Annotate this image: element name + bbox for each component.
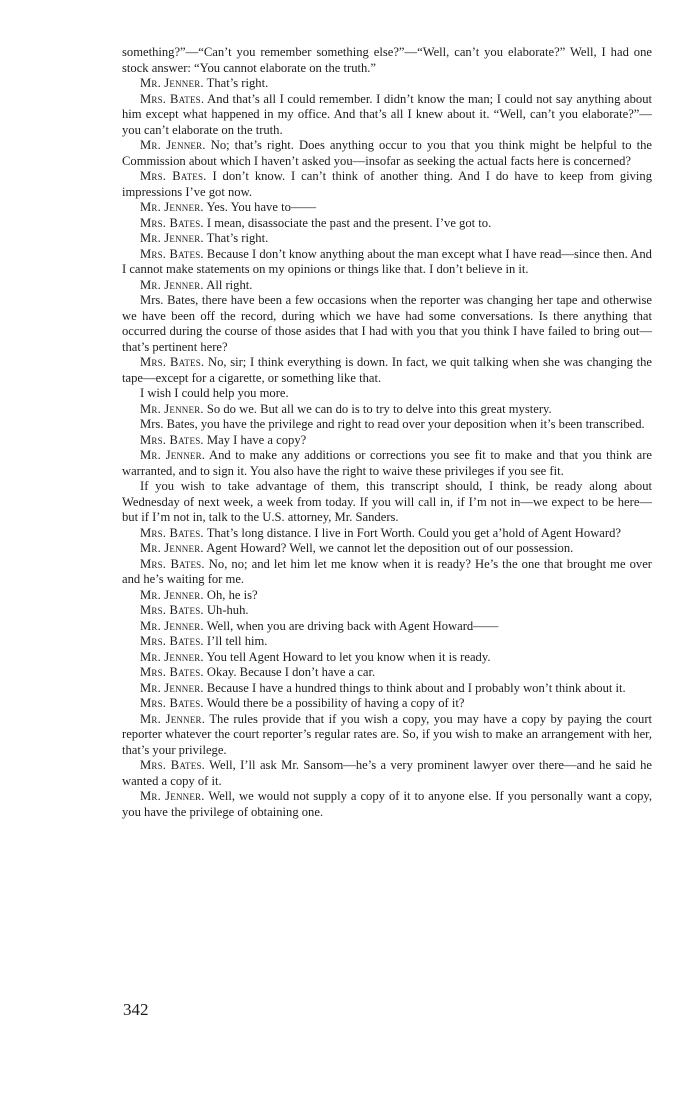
transcript-paragraph <box>122 681 652 697</box>
speaker-label: Mr. Jenner. <box>140 789 205 803</box>
paragraph-text: Mrs. Bates, there have been a few occasions when the reporter was changing her tape and otherwise we have been off the record, during which we have had some conversations. Is there anything that occurred during the course of those asides that I had with you that you think I have failed to bring out—that’s pertinent here? <box>122 293 652 354</box>
transcript-paragraph <box>122 231 652 247</box>
speaker-label: Mr. Jenner. <box>140 76 204 90</box>
paragraph-text: Agent Howard? Well, we cannot let the deposition out of our possession. <box>206 541 574 555</box>
transcript-body <box>122 45 652 820</box>
speaker-label: Mrs. Bates. <box>140 355 205 369</box>
paragraph-text: The rules provide that if you wish a copy, you may have a copy by paying the court reporter whatever the court reporter’s regular rates are. So, if you wish to make an arrangement with her, that’s your privilege. <box>122 711 653 757</box>
transcript-paragraph <box>122 665 652 681</box>
speaker-label: Mr. Jenner. <box>140 277 204 292</box>
transcript-paragraph <box>122 278 652 294</box>
speaker-label: Mr. Jenner. <box>140 448 206 462</box>
transcript-paragraph <box>122 603 652 619</box>
paragraph-text: Because I don’t know anything about the man except what I have read—since then. And I cannot make statements on my opinions or things like that. I don’t believe in it. <box>122 246 652 276</box>
transcript-paragraph <box>122 76 652 92</box>
transcript-paragraph <box>122 402 652 418</box>
speaker-label: Mr. Jenner. <box>140 618 204 633</box>
paragraph-text: So do we. But all we can do is to try to delve into this great mystery. <box>206 401 552 416</box>
transcript-paragraph <box>122 247 652 278</box>
transcript-paragraph <box>122 417 652 433</box>
paragraph-text: And that’s all I could remember. I didn’t know the man; I could not say anything about him except what happened in my office. And that’s all I knew about it. “Well, can’t you elaborate?”—you can’t elaborate on the truth. <box>122 91 652 137</box>
paragraph-text: No, sir; I think everything is down. In fact, we quit talking when she was changing the tape—except for a cigarette, or something like that. <box>122 355 652 385</box>
paragraph-text: You tell Agent Howard to let you know when it is ready. <box>206 649 491 664</box>
speaker-label: Mr. Jenner. <box>140 401 204 416</box>
transcript-paragraph <box>122 588 652 604</box>
transcript-paragraph <box>122 712 652 759</box>
transcript-paragraph <box>122 619 652 635</box>
paragraph-text: Oh, he is? <box>206 587 258 602</box>
transcript-paragraph <box>122 526 652 542</box>
transcript-paragraph <box>122 634 652 650</box>
paragraph-text: May I have a copy? <box>206 432 307 447</box>
transcript-page <box>122 45 652 820</box>
paragraph-text: No; that’s right. Does anything occur to you that you think might be helpful to the Commission about which I haven’t asked you—insofar as seeking the actual facts here is concerned? <box>122 138 653 168</box>
speaker-label: Mrs. Bates. <box>140 215 204 230</box>
paragraph-text: Well, when you are driving back with Agent Howard—— <box>206 618 499 633</box>
paragraph-text: I’ll tell him. <box>206 634 268 648</box>
transcript-paragraph <box>122 650 652 666</box>
transcript-paragraph <box>122 355 652 386</box>
paragraph-text: Well, I’ll ask Mr. Sansom—he’s a very prominent lawyer over there—and he said he wanted a copy of it. <box>122 758 652 788</box>
transcript-paragraph <box>122 45 652 76</box>
paragraph-text: That’s right. <box>206 231 269 245</box>
page-number: 342 <box>123 1000 149 1019</box>
speaker-label: Mr. Jenner. <box>140 680 204 695</box>
transcript-paragraph <box>122 386 652 402</box>
paragraph-text: Because I have a hundred things to think about and I probably won’t think about it. <box>206 680 626 695</box>
paragraph-text: something?”—“Can’t you remember something else?”—“Well, can’t you elaborate?” Well, I had one stock answer: “You cannot elaborate on the truth.” <box>122 45 652 75</box>
paragraph-text: Yes. You have to—— <box>206 200 317 214</box>
transcript-paragraph <box>122 433 652 449</box>
speaker-label: Mrs. Bates. <box>140 758 205 772</box>
speaker-label: Mrs. Bates. <box>140 246 204 261</box>
speaker-label: Mrs. Bates. <box>140 634 204 648</box>
speaker-label: Mr. Jenner. <box>140 200 204 214</box>
paragraph-text: Would there be a possibility of having a copy of it? <box>206 696 465 710</box>
paragraph-text: All right. <box>206 277 253 292</box>
paragraph-text: That’s long distance. I live in Fort Worth. Could you get a’hold of Agent Howard? <box>206 525 621 540</box>
speaker-label: Mr. Jenner. <box>140 711 206 726</box>
transcript-paragraph <box>122 448 652 479</box>
paragraph-text: Uh-huh. <box>206 603 249 617</box>
speaker-label: Mrs. Bates. <box>140 525 204 540</box>
paragraph-text: That’s right. <box>206 76 269 90</box>
transcript-paragraph <box>122 138 652 169</box>
transcript-paragraph <box>122 169 652 200</box>
transcript-paragraph <box>122 758 652 789</box>
speaker-label: Mrs. Bates. <box>140 603 204 617</box>
paragraph-text: I don’t know. I can’t think of another thing. And I do have to keep from giving impressions I’ve got now. <box>122 169 653 199</box>
speaker-label: Mrs. Bates. <box>140 665 204 679</box>
paragraph-text: Mrs. Bates, you have the privilege and right to read over your deposition when it’s been transcribed. <box>140 417 645 431</box>
paragraph-text: I mean, disassociate the past and the present. I’ve got to. <box>206 215 492 230</box>
speaker-label: Mrs. Bates. <box>140 169 207 183</box>
speaker-label: Mr. Jenner. <box>140 587 204 602</box>
speaker-label: Mrs. Bates. <box>140 556 205 571</box>
transcript-paragraph <box>122 200 652 216</box>
transcript-paragraph <box>122 696 652 712</box>
speaker-label: Mr. Jenner. <box>140 231 204 245</box>
paragraph-text: I wish I could help you more. <box>140 386 289 400</box>
paragraph-text: Well, we would not supply a copy of it to anyone else. If you personally want a copy, you have the privilege of obtaining one. <box>122 789 652 819</box>
speaker-label: Mrs. Bates. <box>140 432 204 447</box>
transcript-paragraph <box>122 479 652 526</box>
transcript-paragraph <box>122 557 652 588</box>
speaker-label: Mr. Jenner. <box>140 541 204 555</box>
speaker-label: Mrs. Bates. <box>140 696 204 710</box>
paragraph-text: Okay. Because I don’t have a car. <box>206 665 376 679</box>
transcript-paragraph <box>122 216 652 232</box>
speaker-label: Mr. Jenner. <box>140 649 204 664</box>
transcript-paragraph <box>122 293 652 355</box>
speaker-label: Mrs. Bates. <box>140 91 205 106</box>
transcript-paragraph <box>122 789 652 820</box>
speaker-label: Mr. Jenner. <box>140 138 206 152</box>
paragraph-text: No, no; and let him let me know when it is ready? He’s the one that brought me over and he’s waiting for me. <box>122 556 652 586</box>
paragraph-text: If you wish to take advantage of them, this transcript should, I think, be ready along about Wednesday of next week, a week from today. If you will call in, if I’m not in—we expect to be here—but if I’m not in, talk to the U.S. attorney, Mr. Sanders. <box>122 479 652 524</box>
paragraph-text: And to make any additions or corrections you see fit to make and that you think are warranted, and to sign it. You also have the right to waive these privileges if you see fit. <box>122 448 652 478</box>
transcript-paragraph <box>122 541 652 557</box>
transcript-paragraph <box>122 92 652 139</box>
